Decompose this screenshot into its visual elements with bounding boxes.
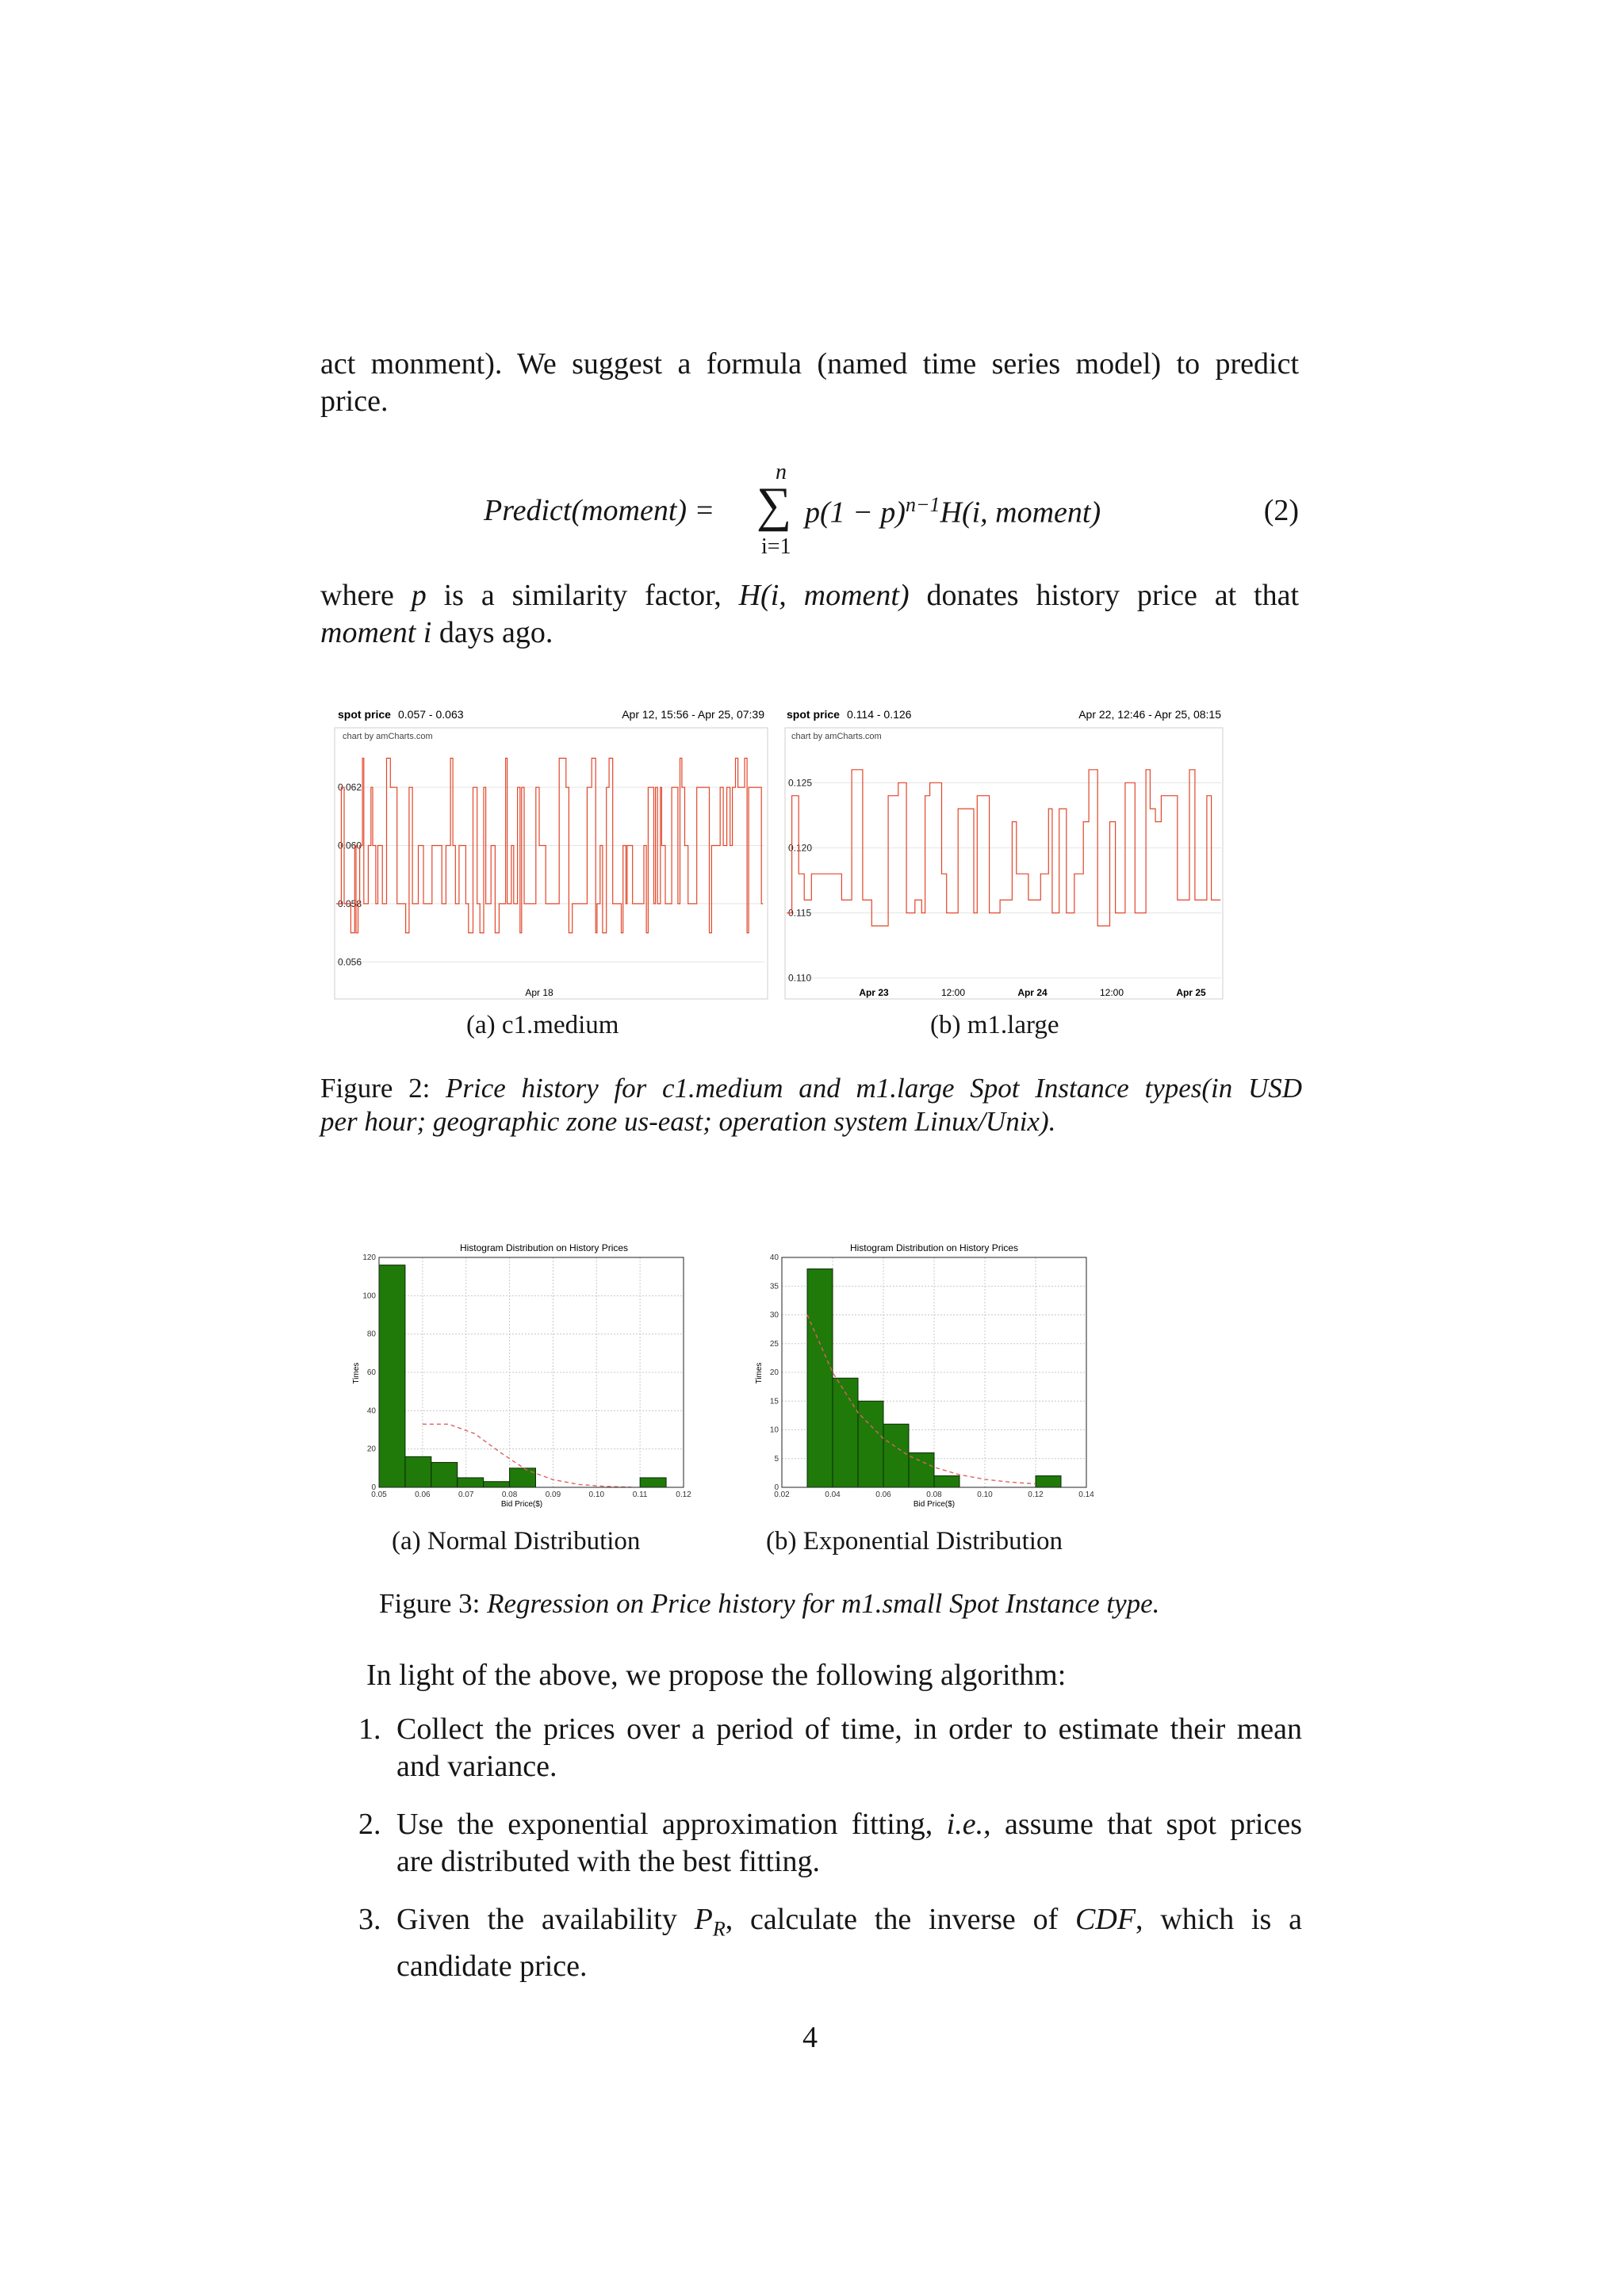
ytick-label: 0.056 — [338, 956, 362, 968]
chart-a-dates: Apr 12, 15:56 - Apr 25, 07:39 — [622, 708, 764, 721]
figure3-subcaption-a: (a) Normal Distribution — [392, 1527, 641, 1556]
xtick-label: 0.06 — [875, 1490, 891, 1499]
xtick-label: 12:00 — [940, 987, 966, 998]
xtick-label: 0.08 — [501, 1490, 518, 1499]
ytick-label: 0 — [371, 1483, 376, 1492]
histogram-bar — [484, 1482, 510, 1487]
ytick-label: 5 — [774, 1454, 779, 1464]
chart-b-title: spot price — [787, 708, 840, 721]
histogram-bar — [640, 1478, 666, 1487]
histogram-bar — [1036, 1476, 1061, 1488]
equation-body: $p(1 - p)^{n-1}H(i$, moment) — [805, 493, 1101, 530]
chart-b-xtick-labels — [859, 987, 1206, 998]
chart-b-range: 0.114 - 0.126 — [847, 708, 912, 721]
xtick-label: 0.07 — [458, 1490, 474, 1499]
histogram-bar — [807, 1269, 833, 1488]
ytick-label: 0.115 — [788, 907, 812, 919]
xtick-label: 0.12 — [1028, 1490, 1044, 1499]
ytick-label: 15 — [769, 1397, 779, 1406]
xtick-label: 12:00 — [1099, 987, 1124, 998]
xtick-label: 0.10 — [977, 1490, 993, 1499]
ytick-label: 80 — [366, 1330, 376, 1339]
ytick-label: 0 — [774, 1483, 779, 1492]
ytick-label: 0.120 — [788, 842, 813, 854]
chart-a-range: 0.057 - 0.063 — [398, 708, 464, 721]
histogram-bar — [883, 1424, 909, 1487]
sum-upper-limit: n — [776, 460, 787, 484]
equation-2 — [484, 452, 1299, 563]
histogram-bar — [510, 1468, 536, 1487]
ytick-label: 25 — [769, 1339, 779, 1349]
histogram-bar — [379, 1265, 405, 1487]
where-line-1: where p is a similarity factor, H(i, moment) donates history price at that — [320, 579, 1300, 612]
hist-b-title: Histogram Distribution on History Prices — [849, 1242, 1019, 1253]
xtick-label: 0.06 — [415, 1490, 431, 1499]
page-number: 4 — [802, 2021, 818, 2054]
figure3-histogram-a — [341, 1238, 707, 1516]
hist-a-ylabel: Times — [352, 1362, 361, 1384]
ytick-label: 0.062 — [338, 782, 362, 794]
ytick-label: 0.058 — [338, 897, 362, 909]
figure2-caption — [320, 1072, 1302, 1138]
xtick-label: 0.05 — [371, 1490, 387, 1499]
histogram-bar — [431, 1463, 458, 1487]
algorithm-list — [358, 1711, 1302, 1983]
hist-a-xlabel: Bid Price($) — [500, 1500, 543, 1509]
figure3-histogram-b — [752, 1238, 1110, 1516]
hist-a-title: Histogram Distribution on History Prices — [459, 1242, 629, 1253]
ytick-label: 40 — [769, 1253, 779, 1262]
histogram-bar — [458, 1478, 484, 1487]
xtick-label: 0.11 — [632, 1490, 648, 1499]
chart-a-xtick-apr18: Apr 18 — [525, 987, 553, 998]
xtick-label: Apr 24 — [1017, 987, 1048, 998]
ytick-label: 30 — [769, 1311, 779, 1320]
figure2-caption-line-1: Figure 2: Price history for c1.medium and m1.large Spot Instance types(in USD — [320, 1073, 1303, 1104]
ytick-label: 20 — [769, 1368, 779, 1377]
figure3-subcaption-b: (b) Exponential Distribution — [766, 1527, 1063, 1556]
histogram-bar — [858, 1401, 883, 1487]
chart-b-plot-frame — [785, 728, 1223, 999]
ytick-label: 120 — [362, 1253, 376, 1262]
figure2-subcaption-b: (b) m1.large — [930, 1011, 1059, 1039]
xtick-label: 0.08 — [926, 1490, 942, 1499]
xtick-label: 0.02 — [774, 1490, 790, 1499]
ytick-label: 0.060 — [338, 840, 362, 851]
histogram-bar — [833, 1378, 858, 1487]
chart-a-title: spot price — [338, 708, 391, 721]
xtick-label: 0.14 — [1078, 1490, 1094, 1499]
figure2-caption-line-2: per hour; geographic zone us-east; operation system Linux/Unix). — [320, 1106, 1056, 1137]
list-item: 1. Collect the prices over a period of time, in order to estimate their mean and variance. — [358, 1712, 1302, 1783]
xtick-label: Apr 23 — [859, 987, 889, 998]
xtick-label: 0.12 — [676, 1490, 691, 1499]
ytick-label: 35 — [769, 1282, 779, 1292]
hist-b-ylabel: Times — [755, 1362, 764, 1384]
hist-b-xlabel: Bid Price($) — [913, 1500, 956, 1509]
where-paragraph — [320, 577, 1299, 652]
equation-number: (2) — [1263, 494, 1299, 527]
where-line-2: moment i days ago. — [320, 616, 553, 649]
algorithm-intro: In light of the above, we propose the following algorithm: — [366, 1659, 1067, 1692]
xtick-label: 0.09 — [545, 1490, 561, 1499]
ytick-label: 10 — [769, 1425, 779, 1435]
intro-paragraph — [320, 346, 1299, 420]
chart-a-gridlines — [336, 787, 764, 962]
ytick-label: 60 — [366, 1368, 376, 1377]
figure2-chart-a — [331, 699, 772, 1008]
ytick-label: 40 — [366, 1406, 376, 1416]
list-item: 2. Use the exponential approximation fitting, i.e., assume that spot prices are distributed with the best fitting. — [358, 1808, 1302, 1878]
sum-lower-limit: i=1 — [761, 534, 791, 559]
chart-a-credit: chart by amCharts.com — [343, 732, 433, 741]
sum-symbol: ∑ — [756, 478, 792, 532]
hist-a-gridlines — [379, 1257, 684, 1487]
chart-b-dates: Apr 22, 12:46 - Apr 25, 08:15 — [1078, 708, 1221, 721]
ytick-label: 100 — [362, 1292, 376, 1301]
list-item: 3. Given the availability $P_R$, calculate the inverse of CDF, which is a candidate price. — [358, 1903, 1302, 1983]
ytick-label: 0.125 — [788, 777, 813, 789]
intro-line-1: act monment). We suggest a formula (named time series model) to predict — [320, 347, 1299, 381]
chart-b-credit: chart by amCharts.com — [791, 732, 882, 741]
xtick-label: 0.10 — [588, 1490, 605, 1499]
figure2-chart-b — [782, 699, 1226, 1008]
xtick-label: 0.04 — [825, 1490, 841, 1499]
chart-a-plot-frame — [335, 728, 768, 999]
intro-line-2: price. — [320, 385, 389, 418]
figure3-caption: Figure 3: Regression on Price history for m1.small Spot Instance type. — [379, 1588, 1160, 1619]
histogram-bar — [934, 1476, 959, 1488]
histogram-bar — [405, 1456, 431, 1487]
figure2-subcaption-a: (a) c1.medium — [466, 1011, 619, 1039]
hist-a-bars — [379, 1265, 666, 1487]
xtick-label: Apr 25 — [1176, 987, 1206, 998]
equation-lhs: Predict(moment) = — [484, 494, 715, 527]
ytick-label: 20 — [366, 1445, 376, 1454]
ytick-label: 0.110 — [788, 972, 812, 984]
